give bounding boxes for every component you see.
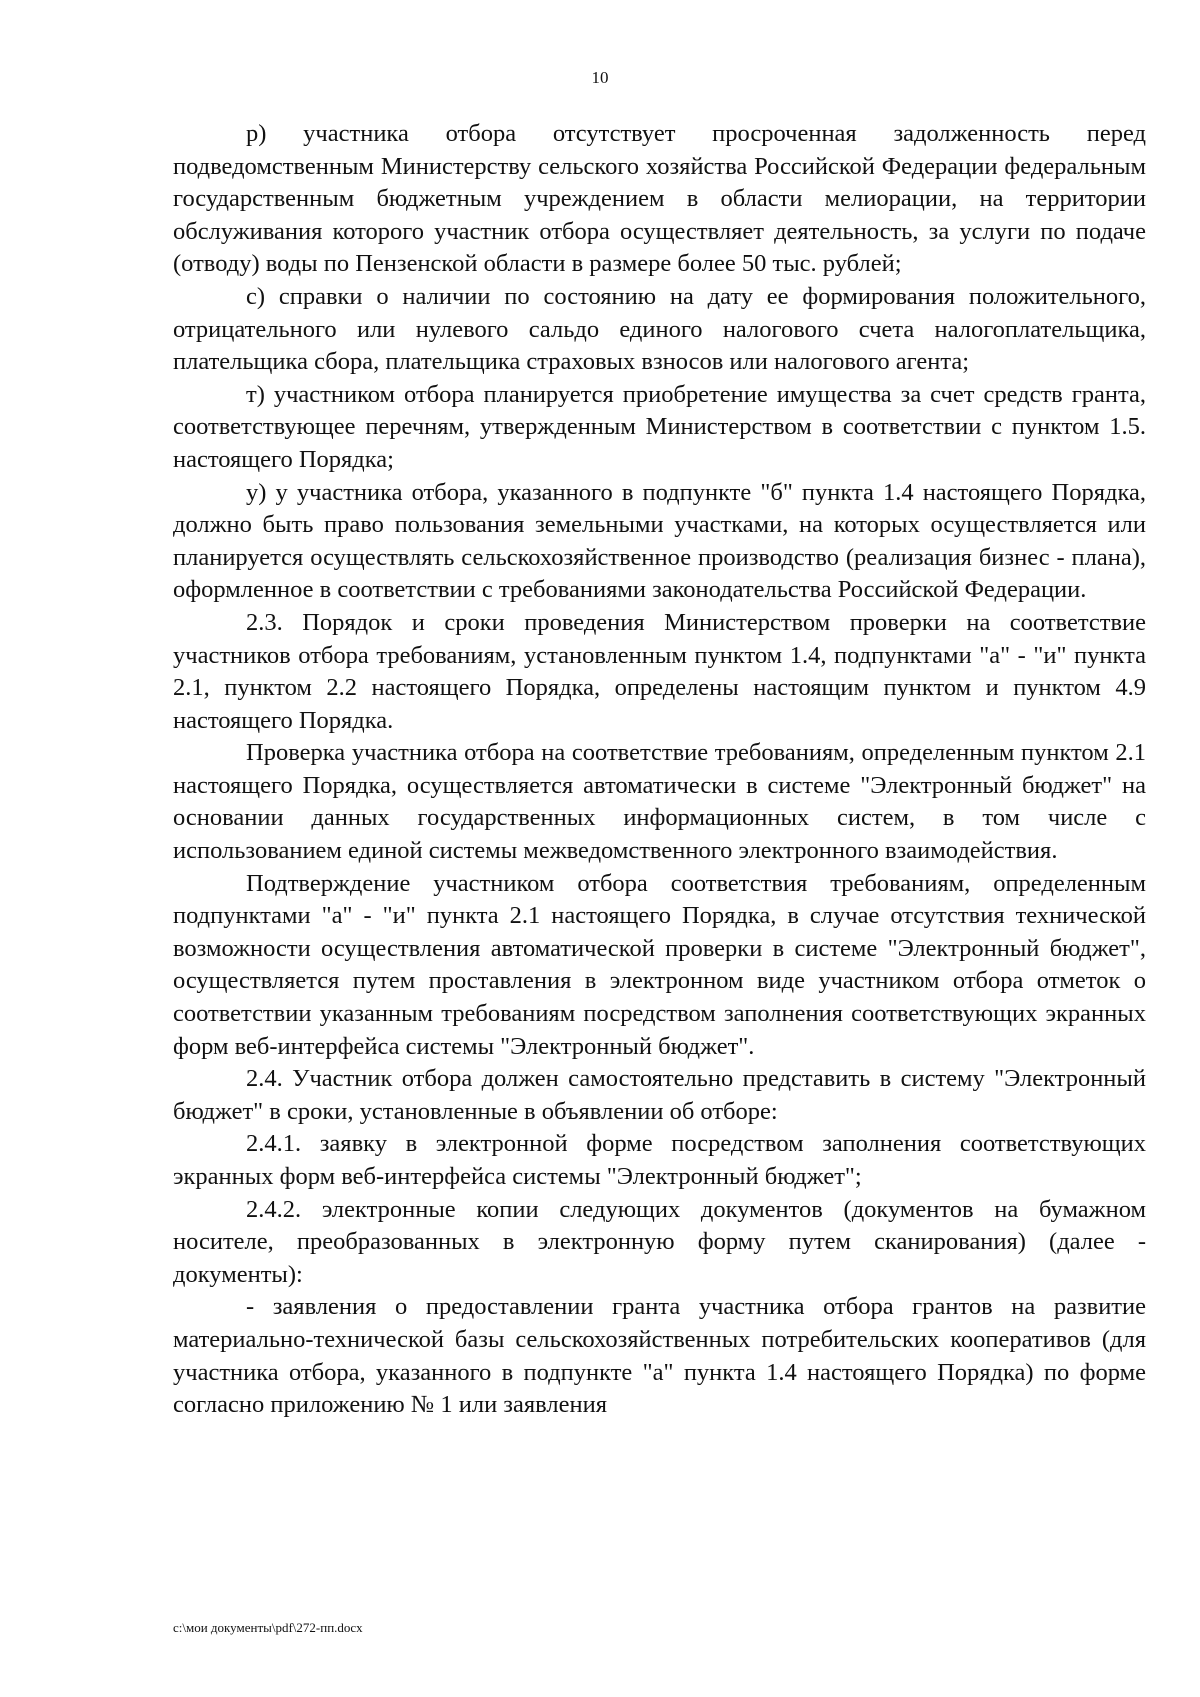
paragraph-2-3: 2.3. Порядок и сроки проведения Министерством проверки на соответствие участников отбора требованиям, установленным пунктом 1.4, подпунктами "а" - "и" пункта 2.1, пунктом 2.2 настоящего Порядка, определены настоящим пунктом и пунктом 4.9 настоящего Порядка. [173,608,1146,734]
paragraph-2-4: 2.4. Участник отбора должен самостоятельно представить в систему "Электронный бюджет" в сроки, установленные в объявлении об отборе: [173,1065,1146,1125]
paragraph-u: у) у участника отбора, указанного в подпункте "б" пункта 1.4 настоящего Порядка, должно быть право пользования земельными участками, на которых осуществляется или планируется осуществлять сельскохозяйственное производство (реализация бизнес - плана), оформленное в соответствии с требованиями законодательства Российской Федерации. [173,478,1146,604]
paragraph-s: с) справки о наличии по состоянию на дату ее формирования положительного, отрицательного или нулевого сальдо единого налогового счета налогоплательщика, плательщика сбора, плательщика страховых взносов или налогового агента; [173,282,1146,376]
document-body [173,118,1146,1422]
paragraph-2-4-1: 2.4.1. заявку в электронной форме посредством заполнения соответствующих экранных форм веб-интерфейса системы "Электронный бюджет"; [173,1130,1146,1190]
paragraph-t: т) участником отбора планируется приобретение имущества за счет средств гранта, соответствующее перечням, утвержденным Министерством в соответствии с пунктом 1.5. настоящего Порядка; [173,380,1146,473]
paragraph-verification: Проверка участника отбора на соответствие требованиям, определенным пунктом 2.1 настоящего Порядка, осуществляется автоматически в системе "Электронный бюджет" на основании данных государственных информационных систем, в том числе с использованием единой системы межведомственного электронного взаимодействия. [173,739,1146,865]
paragraph-r: р) участника отбора отсутствует просроченная задолженность перед подведомственным Министерству сельского хозяйства Российской Федерации федеральным государственным бюджетным учреждением в области мелиорации, на территории обслуживания которого участник отбора осуществляет деятельность, за услуги по подаче (отводу) воды по Пензенской области в размере более 50 тыс. рублей; [173,120,1146,278]
page-number: 10 [591,68,609,87]
paragraph-application-item: - заявления о предоставлении гранта участника отбора грантов на развитие материально-технической базы сельскохозяйственных потребительских кооперативов (для участника отбора, указанного в подпункте "а" пункта 1.4 настоящего Порядка) по форме согласно приложению № 1 или заявления [173,1293,1146,1419]
paragraph-confirmation: Подтверждение участником отбора соответствия требованиям, определенным подпунктами "а" - "и" пункта 2.1 настоящего Порядка, в случае отсутствия технической возможности осуществления автоматической проверки в системе "Электронный бюджет", осуществляется путем проставления в электронном виде участником отбора отметок о соответствии указанным требованиям посредством заполнения соответствующих экранных форм веб-интерфейса системы "Электронный бюджет". [173,869,1146,1060]
paragraph-2-4-2: 2.4.2. электронные копии следующих документов (документов на бумажном носителе, преобразованных в электронную форму путем сканирования) (далее - документы): [173,1195,1146,1288]
footer-file-path: c:\мои документы\pdf\272-пп.docx [173,1620,363,1635]
